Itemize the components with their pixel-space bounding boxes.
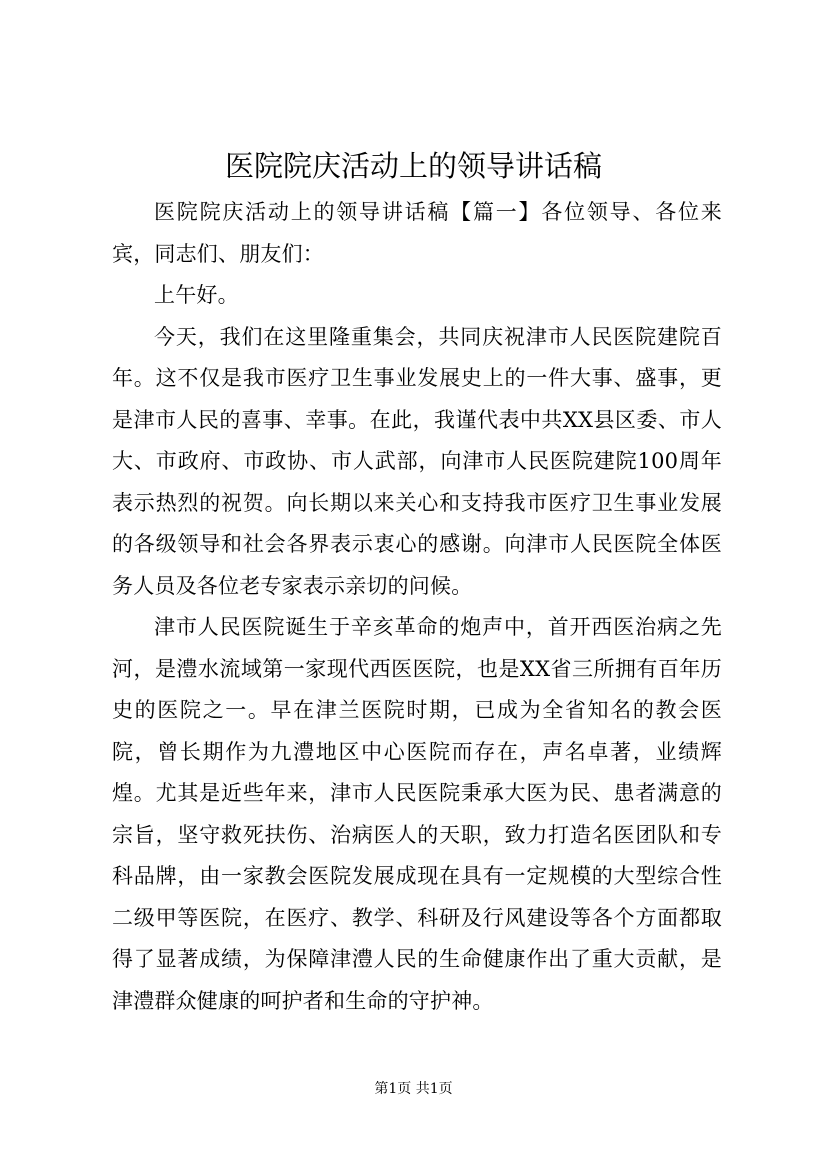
paragraph-greeting: 医院院庆活动上的领导讲话稿【篇一】各位领导、各位来宾，同志们、朋友们： [112,200,722,266]
paragraph-celebration: 今天，我们在这里隆重集会，共同庆祝津市人民医院建院百年。这不仅是我市医疗卫生事业发展史上的一件大事、盛事，更是津市人民的喜事、幸事。在此，我谨代表中共XX县区委、市人大、市政府、市政协、市人武部，向津市人民医院建院100周年表示热烈的祝贺。向长期以来关心和支持我市医疗卫生事业发展的各级领导和社会各界表示衷心的感谢。向津市人民医院全体医务人员及各位老专家表示亲切的问候。 [112,324,722,598]
paragraph-good-morning: 上午好。 [154,283,239,307]
page-footer: 第1页 共1页 [374,1081,453,1097]
paragraph-history: 津市人民医院诞生于辛亥革命的炮声中，首开西医治病之先河，是澧水流域第一家现代西医医院，也是XX省三所拥有百年历史的医院之一。早在津兰医院时期，已成为全省知名的教会医院，曾长期作为九澧地区中心医院而存在，声名卓著，业绩辉煌。尤其是近些年来，津市人民医院秉承大医为民、患者满意的宗旨，坚守救死扶伤、治病医人的天职，致力打造名医团队和专科品牌，由一家教会医院发展成现在具有一定规模的大型综合性二级甲等医院，在医疗、教学、科研及行风建设等各个方面都取得了显著成绩，为保障津澧人民的生命健康作出了重大贡献，是津澧群众健康的呵护者和生命的守护神。 [112,615,722,1013]
document-title: 医院院庆活动上的领导讲话稿 [224,149,602,183]
document-body [112,192,722,1022]
